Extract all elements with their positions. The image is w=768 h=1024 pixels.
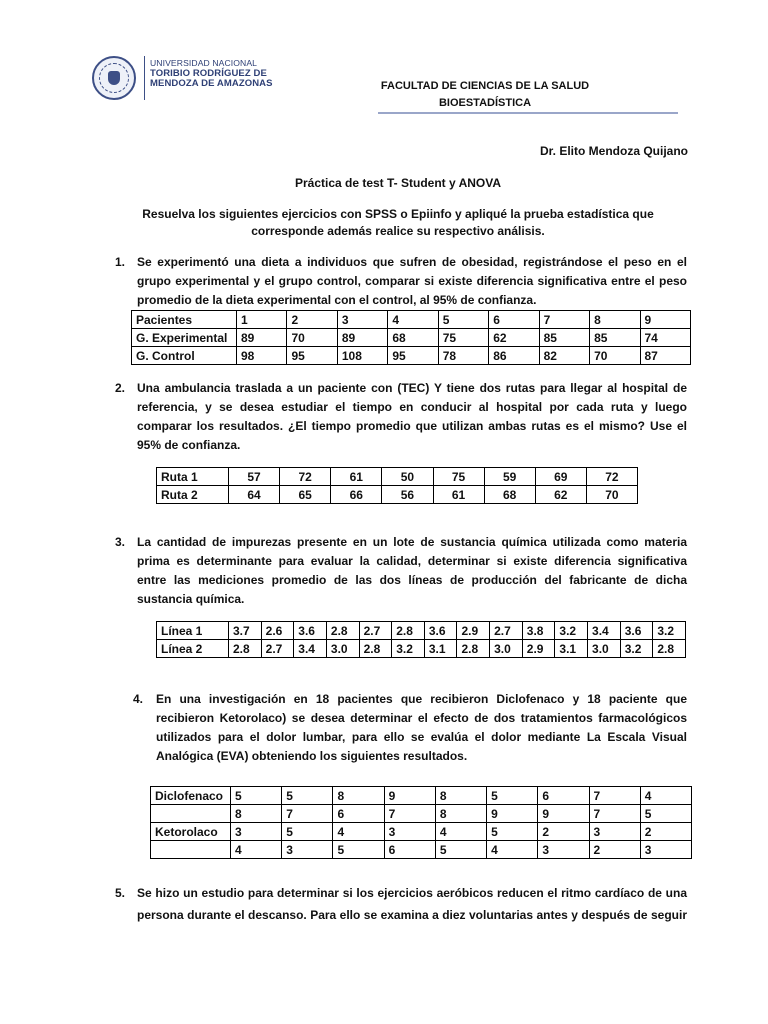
- table-row: [132, 347, 691, 365]
- data-cell: 7: [539, 311, 589, 329]
- exercise-5-line-1: Se hizo un estudio para determinar si los ejercicios aeróbicos reducen el ritmo cardíaco de una: [137, 886, 687, 900]
- table-row: [157, 640, 686, 658]
- data-cell: 2.9: [457, 622, 490, 640]
- data-cell: 2.8: [653, 640, 686, 658]
- data-cell: 2.8: [359, 640, 392, 658]
- data-cell: 2.8: [229, 640, 262, 658]
- data-cell: 57: [229, 468, 280, 486]
- exercise-1-line-2: grupo experimental y el grupo control, comparar si existe diferencia significativa entre el peso: [137, 274, 687, 288]
- data-cell: 4: [231, 841, 282, 859]
- data-cell: 85: [539, 329, 589, 347]
- data-cell: 3: [231, 823, 282, 841]
- data-cell: 3.7: [229, 622, 262, 640]
- row-label-cell: Línea 2: [157, 640, 229, 658]
- table-row: [151, 787, 692, 805]
- header-rule: [378, 112, 678, 114]
- data-cell: 78: [438, 347, 488, 365]
- data-cell: 2: [538, 823, 589, 841]
- data-cell: 72: [280, 468, 331, 486]
- data-cell: 3.2: [653, 622, 686, 640]
- data-cell: 86: [489, 347, 539, 365]
- data-cell: 3.2: [620, 640, 653, 658]
- data-cell: 2.8: [457, 640, 490, 658]
- data-cell: 61: [433, 486, 484, 504]
- exercise-3-number: 3.: [115, 535, 126, 549]
- data-cell: 3: [337, 311, 387, 329]
- author-name: Dr. Elito Mendoza Quijano: [539, 144, 688, 158]
- data-cell: 7: [589, 805, 640, 823]
- instructions-line-1: Resuelva los siguientes ejercicios con SPSS o Epiinfo y apliqué la prueba estadística que: [142, 207, 654, 221]
- data-cell: 56: [382, 486, 433, 504]
- row-label-cell: G. Experimental: [132, 329, 237, 347]
- data-cell: 5: [487, 787, 538, 805]
- data-cell: 4: [640, 787, 691, 805]
- logo-divider: [144, 56, 145, 100]
- data-cell: 9: [640, 311, 691, 329]
- exercise-4-line-2: recibieron Ketorolaco) se desea determinar el efecto de dos tratamientos farmacológicos: [156, 711, 687, 725]
- table-row: [157, 468, 638, 486]
- data-cell: 2: [640, 823, 691, 841]
- data-cell: 6: [538, 787, 589, 805]
- exercise-3-line-4: sustancia química.: [137, 592, 245, 606]
- data-cell: 9: [538, 805, 589, 823]
- row-label-cell: [151, 805, 231, 823]
- exercise-5-line-2: persona durante el descanso. Para ello se examina a diez voluntarias antes y después de seguir: [137, 908, 687, 922]
- data-cell: 3.1: [555, 640, 588, 658]
- data-cell: 2.6: [261, 622, 294, 640]
- data-cell: 74: [640, 329, 691, 347]
- exercise-1-line-3: promedio de la dieta experimental con el control, al 95% de confianza.: [137, 293, 537, 307]
- data-cell: 3.0: [588, 640, 621, 658]
- exercise-3-line-1: La cantidad de impurezas presente en un lote de sustancia química utilizada como materia: [137, 535, 687, 549]
- data-cell: 5: [487, 823, 538, 841]
- table-row: [157, 486, 638, 504]
- data-cell: 9: [487, 805, 538, 823]
- exercise-2-table: [156, 467, 638, 504]
- data-cell: 8: [435, 805, 486, 823]
- data-cell: 3.0: [490, 640, 523, 658]
- data-cell: 1: [237, 311, 287, 329]
- data-cell: 8: [333, 787, 384, 805]
- data-cell: 5: [640, 805, 691, 823]
- table-row: [151, 841, 692, 859]
- exercise-2-line-1: Una ambulancia traslada a un paciente con (TEC) Y tiene dos rutas para llegar al hospital de: [137, 381, 687, 395]
- data-cell: 87: [640, 347, 691, 365]
- data-cell: 50: [382, 468, 433, 486]
- data-cell: 2.7: [359, 622, 392, 640]
- data-cell: 3.1: [424, 640, 457, 658]
- data-cell: 8: [231, 805, 282, 823]
- data-cell: 3.6: [294, 622, 327, 640]
- data-cell: 5: [282, 823, 333, 841]
- row-label-cell: Ruta 2: [157, 486, 229, 504]
- data-cell: 95: [388, 347, 438, 365]
- exercise-1-table: [131, 310, 691, 365]
- data-cell: 2.8: [326, 622, 359, 640]
- table-row: [151, 823, 692, 841]
- data-cell: 4: [487, 841, 538, 859]
- data-cell: 75: [433, 468, 484, 486]
- table-row: [132, 329, 691, 347]
- row-label-cell: Ruta 1: [157, 468, 229, 486]
- row-label-cell: Ketorolaco: [151, 823, 231, 841]
- data-cell: 3.0: [326, 640, 359, 658]
- data-cell: 2: [589, 841, 640, 859]
- exercise-1-line-1: Se experimentó una dieta a individuos que sufren de obesidad, registrándose el peso en el: [137, 255, 687, 269]
- data-cell: 3: [589, 823, 640, 841]
- data-cell: 3.4: [294, 640, 327, 658]
- exercise-2-number: 2.: [115, 381, 126, 395]
- data-cell: 65: [280, 486, 331, 504]
- university-name: UNIVERSIDAD NACIONAL TORIBIO RODRÍGUEZ DE MENDOZA DE AMAZONAS: [150, 58, 273, 89]
- data-cell: 8: [435, 787, 486, 805]
- data-cell: 2.7: [490, 622, 523, 640]
- exercise-3-line-3: entre las mediciones promedio de las dos líneas de producción del fabricante de dicha: [137, 573, 687, 587]
- exercise-4-number: 4.: [133, 692, 144, 706]
- university-seal-icon: [92, 56, 136, 100]
- data-cell: 3.8: [522, 622, 555, 640]
- data-cell: 3.2: [392, 640, 425, 658]
- data-cell: 7: [384, 805, 435, 823]
- data-cell: 3: [384, 823, 435, 841]
- faculty-title: [370, 78, 600, 112]
- data-cell: 59: [484, 468, 535, 486]
- row-label-cell: Pacientes: [132, 311, 237, 329]
- data-cell: 89: [237, 329, 287, 347]
- exercise-4-line-1: En una investigación en 18 pacientes que recibieron Diclofenaco y 18 paciente que: [156, 692, 687, 706]
- data-cell: 66: [331, 486, 382, 504]
- row-label-cell: [151, 841, 231, 859]
- data-cell: 62: [489, 329, 539, 347]
- data-cell: 4: [435, 823, 486, 841]
- exercise-5-number: 5.: [115, 886, 126, 900]
- data-cell: 5: [333, 841, 384, 859]
- practice-title: Práctica de test T- Student y ANOVA: [294, 176, 502, 190]
- data-cell: 70: [590, 347, 640, 365]
- data-cell: 82: [539, 347, 589, 365]
- data-cell: 68: [388, 329, 438, 347]
- data-cell: 2.8: [392, 622, 425, 640]
- data-cell: 5: [435, 841, 486, 859]
- exercise-3-table: [156, 621, 686, 658]
- row-label-cell: G. Control: [132, 347, 237, 365]
- exercise-2-line-4: 95% de confianza.: [137, 438, 241, 452]
- data-cell: 2.9: [522, 640, 555, 658]
- data-cell: 5: [438, 311, 488, 329]
- table-row: [132, 311, 691, 329]
- exercise-4-line-3: utilizados para el dolor lumbar, para ello se evalúa el dolor mediante La Escala Visual: [156, 730, 687, 744]
- data-cell: 6: [333, 805, 384, 823]
- data-cell: 3.6: [424, 622, 457, 640]
- course-name: BIOESTADÍSTICA: [438, 97, 532, 109]
- data-cell: 85: [590, 329, 640, 347]
- data-cell: 6: [489, 311, 539, 329]
- data-cell: 2.7: [261, 640, 294, 658]
- data-cell: 95: [287, 347, 337, 365]
- data-cell: 3: [538, 841, 589, 859]
- data-cell: 68: [484, 486, 535, 504]
- exercise-4-table: [150, 786, 692, 859]
- data-cell: 3.4: [588, 622, 621, 640]
- data-cell: 3: [640, 841, 691, 859]
- data-cell: 108: [337, 347, 387, 365]
- data-cell: 70: [287, 329, 337, 347]
- data-cell: 62: [535, 486, 586, 504]
- data-cell: 98: [237, 347, 287, 365]
- data-cell: 3: [282, 841, 333, 859]
- table-row: [157, 622, 686, 640]
- data-cell: 7: [589, 787, 640, 805]
- row-label-cell: Diclofenaco: [151, 787, 231, 805]
- data-cell: 4: [333, 823, 384, 841]
- data-cell: 69: [535, 468, 586, 486]
- exercise-2-line-2: referencia, y se desea estudiar el tiempo en conducir al hospital por cada ruta y luego: [137, 400, 687, 414]
- data-cell: 5: [231, 787, 282, 805]
- data-cell: 3.2: [555, 622, 588, 640]
- data-cell: 70: [586, 486, 637, 504]
- exercise-3-line-2: prima es determinante para evaluar la calidad, determinar si existe diferencia significativa: [137, 554, 687, 568]
- exercise-1-number: 1.: [115, 255, 126, 269]
- data-cell: 75: [438, 329, 488, 347]
- data-cell: 9: [384, 787, 435, 805]
- instructions-line-2: corresponde además realice su respectivo análisis.: [251, 224, 545, 238]
- data-cell: 89: [337, 329, 387, 347]
- data-cell: 5: [282, 787, 333, 805]
- exercise-4-line-4: Analógica (EVA) obteniendo los siguientes resultados.: [156, 749, 468, 763]
- document-header: [90, 52, 690, 122]
- data-cell: 2: [287, 311, 337, 329]
- data-cell: 4: [388, 311, 438, 329]
- data-cell: 7: [282, 805, 333, 823]
- data-cell: 72: [586, 468, 637, 486]
- data-cell: 3.6: [620, 622, 653, 640]
- data-cell: 61: [331, 468, 382, 486]
- exercise-2-line-3: comparar los resultados. ¿El tiempo promedio que utilizan ambas rutas es el mismo? Use el: [137, 419, 687, 433]
- data-cell: 8: [590, 311, 640, 329]
- data-cell: 6: [384, 841, 435, 859]
- faculty-name: FACULTAD DE CIENCIAS DE LA SALUD: [380, 80, 590, 92]
- data-cell: 64: [229, 486, 280, 504]
- row-label-cell: Línea 1: [157, 622, 229, 640]
- table-row: [151, 805, 692, 823]
